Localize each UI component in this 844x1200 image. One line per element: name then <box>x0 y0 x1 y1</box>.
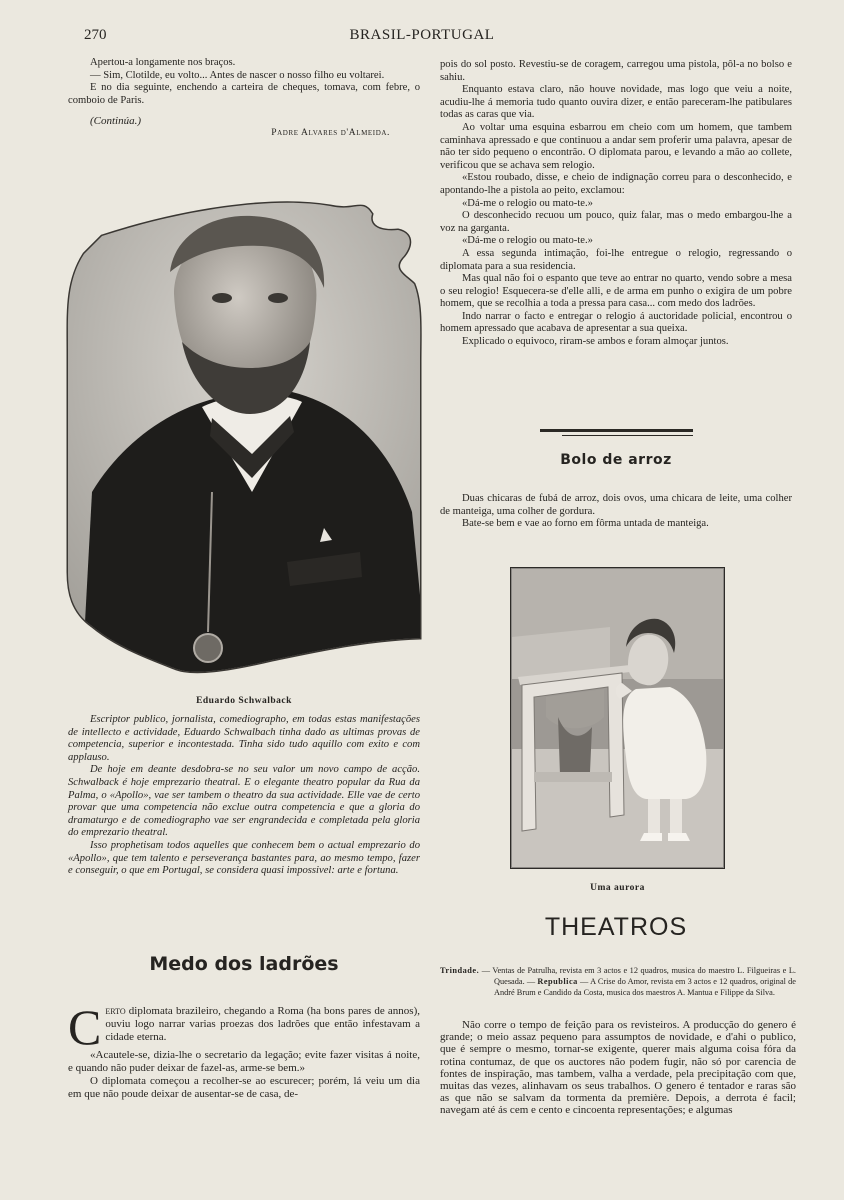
theatros-body <box>440 1019 796 1117</box>
continuation-paragraph: «Estou roubado, disse, e cheio de indignação correu para o desconhecido, e apontando-lhe a pistola ao peito, exclamou: <box>440 172 792 196</box>
theatros-paragraph: Não corre o tempo de feição para os revisteiros. A producção do genero é grande; o meio assaz pequeno para assumptos de novidade, e d'ahi o publico, que é sempre o mesmo, tornar-se exigente, querer mais alguma coisa fóra da rotina contumaz, de que os auctores não podem fugir, não só por carencia de fontes de inspiração, mas tambem, valha a verdade, pela precipitação com que, muitas das vezes, alinhavam os seus trabalhos. O genero é tentador e raras são as que não se salvam da tormenta da première. Depois, a derrota é facil; navegam até ás cem e cento e cincoenta representações; e algumas <box>440 1019 796 1117</box>
recipe-paragraph: Bate-se bem e vae ao forno em fôrma untada de manteiga. <box>462 518 709 530</box>
story-paragraph: E no dia seguinte, enchendo a carteira de cheques, tomava, com febre, o comboio de Paris. <box>68 82 420 106</box>
biography-paragraph: Escriptor publico, jornalista, comediographo, em todas estas manifestações de intellecto e actividade, Eduardo Schwalbach tinha dado as ultimas provas de competencia, superior e incontestada. Tinha sido tudo aquillo com exito e com applauso. <box>68 714 420 763</box>
story-ending <box>68 57 420 139</box>
continuation-paragraph: Mas qual não foi o espanto que teve ao entrar no quarto, vendo sobre a mesa o seu relogio! Esquecera-se d'elle alli, e de arma em punho o exigira de um pobre homem, que se recolhia a toda a pressa para casa... com medo dos ladrões. <box>440 273 792 310</box>
continuation-paragraph: Indo narrar o facto e entregar o relogio á auctoridade policial, encontrou o homem apressado que acabava de apresentar a sua queixa. <box>440 310 792 335</box>
bolo-title: Bolo de arroz <box>560 452 672 468</box>
medo-body <box>68 999 420 1101</box>
theatros-listing: Trindade. — Ventas de Patrulha, revista em 3 actos e 12 quadros, musica do maestro L. Filgueiras e L. Quesada. — Republica — A Crise do Amor, revista em 3 actos e 12 quadros, original de André Brum e Candido da Costa, musica dos maestros A. Mantua e Filippe da Silva. <box>440 966 796 997</box>
continuation-paragraph: «Dá-me o relogio ou mato-te.» <box>462 235 593 247</box>
portrait-photo <box>62 192 428 678</box>
trindade-name: Trindade. <box>440 966 480 975</box>
republica-name: Republica <box>537 976 578 986</box>
medo-title: Medo dos ladrões <box>149 953 339 975</box>
section-divider-thin <box>562 435 693 436</box>
author-signature: Padre Alvares d'Almeida. <box>271 128 390 139</box>
republica-listing: — A Crise do Amor, revista em 3 actos e 12 quadros, original de André Brum e Candido da Costa, musica dos maestros A. Mantua e Filippe da Silva. <box>494 976 796 997</box>
medo-opening: diplomata brazileiro, chegando a Roma (ha bons pares de annos), ouviu logo narrar varias proezas dos ladrões que então infestavam a cidade eterna. <box>105 1005 420 1043</box>
story-paragraph: Apertou-a longamente nos braços. <box>90 57 236 68</box>
journal-title: BRASIL-PORTUGAL <box>349 27 495 43</box>
drop-cap: C <box>68 999 102 1055</box>
medo-paragraph: «Acautele-se, dizia-lhe o secretario da legação; evite fazer visitas á noite, e quando não puder deixar de fazel-as, arme-se bem.» <box>68 1049 420 1074</box>
continuation-paragraph: Ao voltar uma esquina esbarrou em cheio com um homem, que tambem caminhava apressado e que continuou a andar sem proferir uma palavra, apesar de não ter sido pequeno o encontrão. O diplomata parou, e levando a mão ao collete, verificou que se achava sem relogio. <box>440 121 792 171</box>
bolo-body <box>440 493 792 531</box>
continuation-paragraph: «Dá-me o relogio ou mato-te.» <box>462 197 593 209</box>
medo-continuation <box>440 59 792 349</box>
story-paragraph: — Sim, Clotilde, eu volto... Antes de nascer o nosso filho eu voltarei. <box>90 69 385 81</box>
recipe-paragraph: Duas chicaras de fubá de arroz, dois ovos, uma chicara de leite, uma colher de manteiga, uma colher de gordura. <box>440 493 792 517</box>
child-photo-caption: Uma aurora <box>590 883 645 893</box>
medo-paragraph: O diplomata começou a recolher-se ao escurecer; porém, lá veiu um dia em que não poude deixar de ausentar-se de casa, de- <box>68 1074 420 1100</box>
first-word: erto <box>105 1005 126 1017</box>
page-number: 270 <box>84 27 107 43</box>
continuation-paragraph: pois do sol posto. Revestiu-se de coragem, carregou uma pistola, pôl-a no bolso e sahiu. <box>440 59 792 83</box>
biography-paragraph: De hoje em deante desdobra-se no seu valor um novo campo de acção. Schwalback é hoje emprezario theatral. E o elegante theatro popular da Rua da Palma, o «Apollo», vae ser tambem o theatro da sua actividade. Elle vae de certo provar que uma competencia não exclue outra competencia e que a gloria do dramaturgo e de comediographo vae ser engrandecida e completada pela gloria do emprezario theatral. <box>68 764 420 839</box>
section-divider <box>540 429 693 432</box>
portrait-caption: Eduardo Schwalback <box>196 696 292 706</box>
biography-text <box>68 714 420 878</box>
trindade-listing: — Ventas de Patrulha, revista em 3 actos e 12 quadros, musica do maestro L. Filgueiras e L. Quesada. <box>479 966 796 986</box>
biography-paragraph: Isso prophetisam todos aquelles que conhecem bem o actual emprezario do «Apollo», que tem talento e perseverança bastantes para, ao mesmo tempo, fazer e conseguir, o que em Portugal, se considera quasi impossivel: arte e fortuna. <box>68 839 420 877</box>
continuation-paragraph: Enquanto estava claro, não houve novidade, mas logo que veiu a noite, acudiu-lhe á memoria tudo quanto ouvira dizer, e então pareceram-lhe patibulares todas as caras que via. <box>440 84 792 121</box>
continuation-paragraph: O desconhecido recuou um pouco, quiz falar, mas o medo embargou-lhe a voz na garganta. <box>440 210 792 234</box>
signature-row <box>68 109 420 139</box>
continua-note: (Continúa.) <box>90 115 142 128</box>
child-photo <box>510 567 725 869</box>
theatros-title: THEATROS <box>544 913 688 941</box>
continuation-paragraph: A essa segunda intimação, foi-lhe entregue o relogio, regressando o diplomata para a sua residencia. <box>440 247 792 272</box>
continuation-paragraph: Explicado o equivoco, riram-se ambos e foram almoçar juntos. <box>462 336 729 348</box>
